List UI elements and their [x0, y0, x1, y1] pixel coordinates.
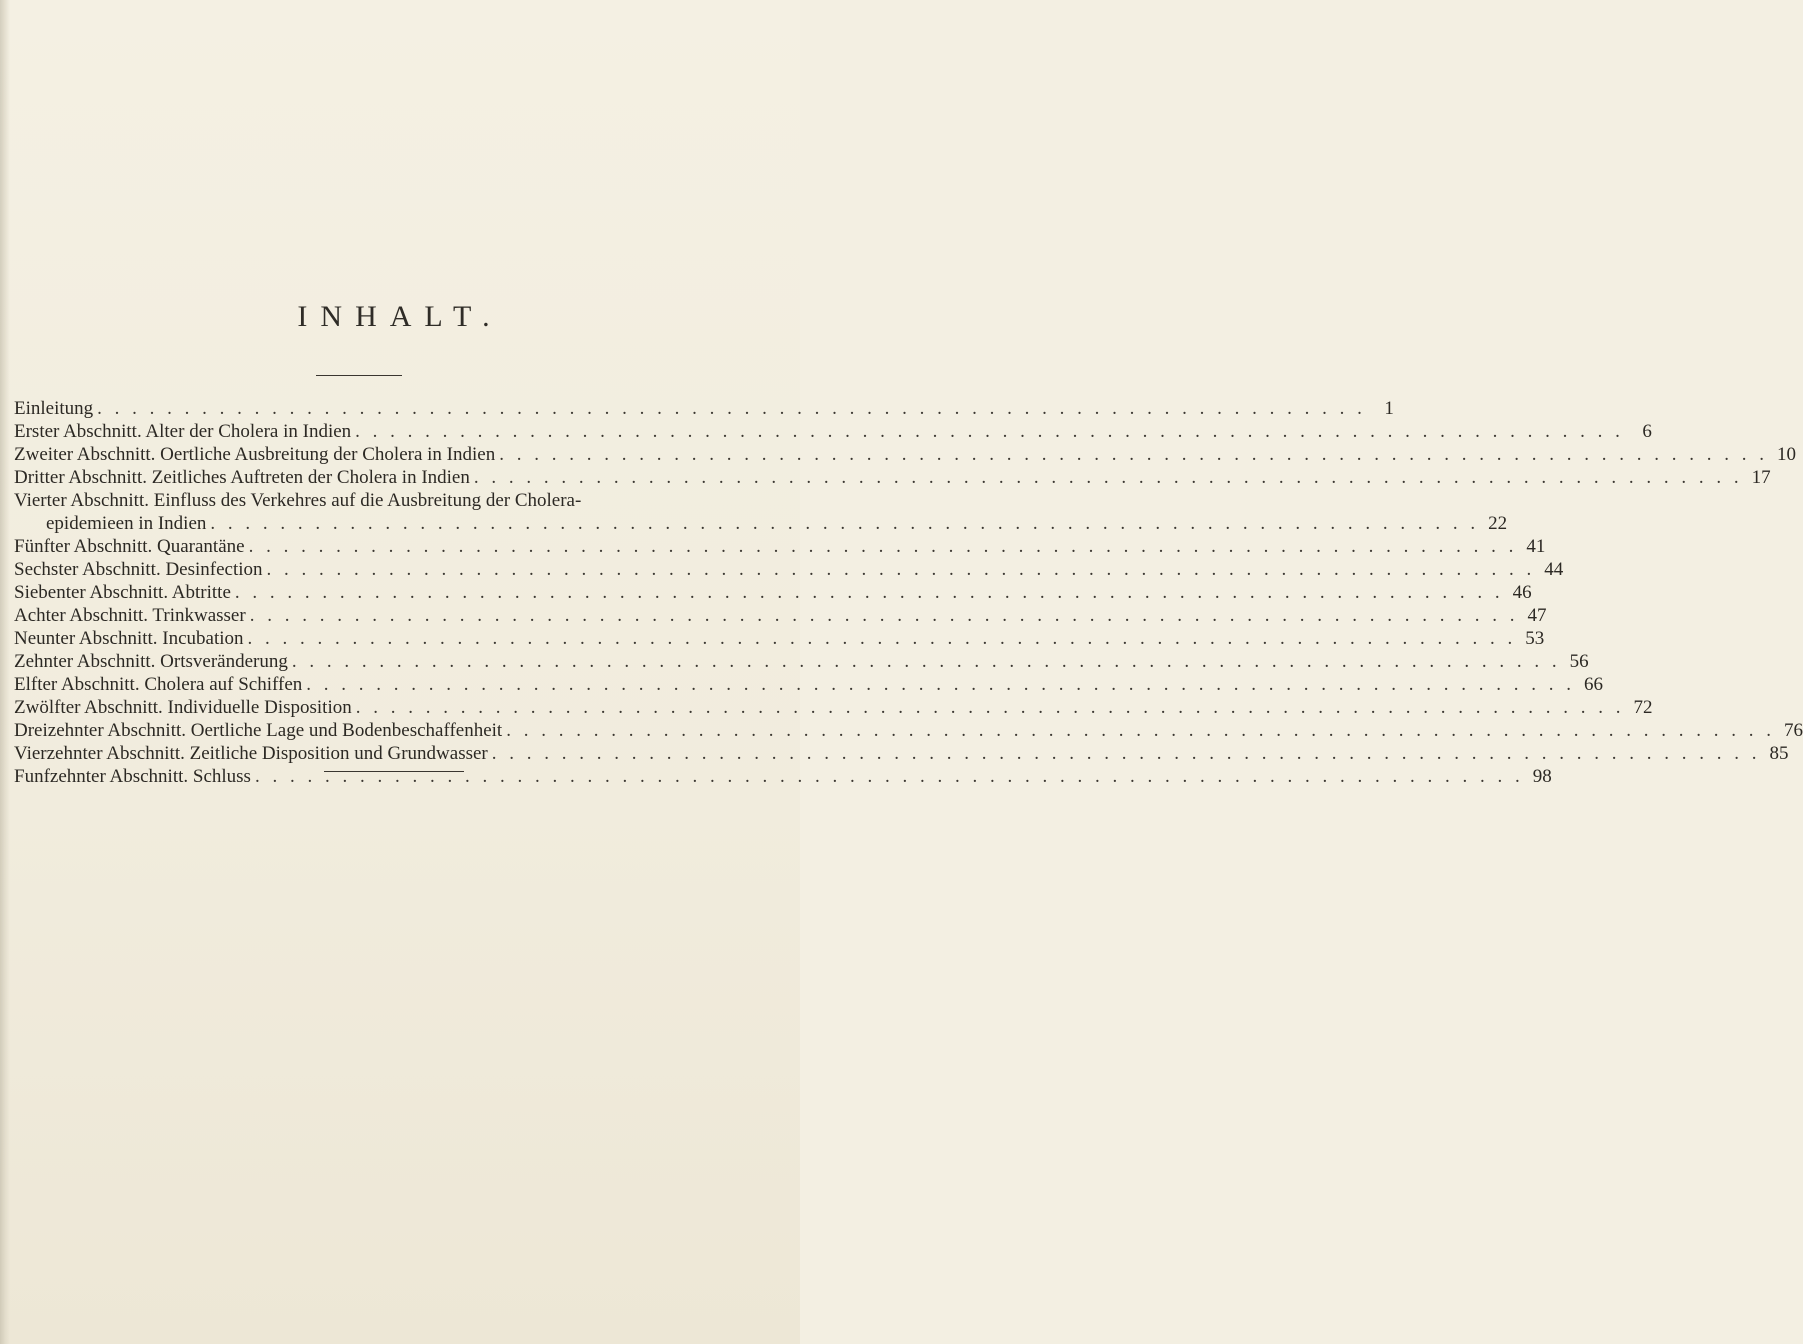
toc-entry-page: 44	[1544, 559, 1564, 580]
toc-entry-page: 56	[1569, 651, 1589, 672]
toc-entry-page: 53	[1525, 628, 1545, 649]
dot-leader: . . . . . . . . . . . . . . . . . . . . . . . . . . . . . . . . . . . . . . . . . . . . . . . . . . . . . . . . . . . . . . . . . . . . . . . . .	[210, 513, 1480, 534]
toc-entry-label: Vierzehnter Abschnitt. Zeitliche Disposition und Grundwasser	[14, 743, 488, 764]
toc-entry-label: Sechster Abschnitt. Desinfection	[14, 559, 263, 580]
dot-leader: . . . . . . . . . . . . . . . . . . . . . . . . . . . . . . . . . . . . . . . . . . . . . . . . . . . . . . . . . . . . . . . . . . . . . . . . .	[266, 559, 1536, 580]
dot-leader: . . . . . . . . . . . . . . . . . . . . . . . . . . . . . . . . . . . . . . . . . . . . . . . . . . . . . . . . . . . . . . . . . . . . . . . . .	[355, 421, 1624, 442]
toc-entry-page: 98	[1532, 766, 1552, 787]
toc-entry-page: 76	[1783, 720, 1803, 741]
toc-entry-label: Funfzehnter Abschnitt. Schluss	[14, 766, 251, 787]
dot-leader: . . . . . . . . . . . . . . . . . . . . . . . . . . . . . . . . . . . . . . . . . . . . . . . . . . . . . . . . . . . . . . . . . . . . . . . . .	[355, 697, 1625, 718]
toc-entry	[14, 581, 1532, 604]
dot-leader: . . . . . . . . . . . . . . . . . . . . . . . . . . . . . . . . . . . . . . . . . . . . . . . . . . . . . . . . . . . . . . . . . . . . . . . . .	[234, 582, 1504, 603]
dot-leader: . . . . . . . . . . . . . . . . . . . . . . . . . . . . . . . . . . . . . . . . . . . . . . . . . . . . . . . . . . . . . . . . . . . . . . . . .	[248, 536, 1518, 557]
dot-leader: . . . . . . . . . . . . . . . . . . . . . . . . . . . . . . . . . . . . . . . . . . . . . . . . . . . . . . . . . . . . . . . . . . . . . . . . .	[254, 766, 1524, 787]
dot-leader: . . . . . . . . . . . . . . . . . . . . . . . . . . . . . . . . . . . . . . . . . . . . . . . . . . . . . . . . . . . . . . . . . . . . . . . . .	[291, 651, 1561, 672]
toc-entry-label: Einleitung	[14, 398, 94, 419]
toc-entry	[14, 558, 1564, 581]
closing-divider	[324, 771, 464, 772]
toc-entry	[14, 466, 1771, 489]
toc-entry-page: 66	[1584, 674, 1604, 695]
dot-leader: . . . . . . . . . . . . . . . . . . . . . . . . . . . . . . . . . . . . . . . . . . . . . . . . . . . . . . . . . . . . . . . . . . . . . . . . .	[306, 674, 1576, 695]
toc-entry	[14, 650, 1589, 673]
toc-entry	[14, 742, 1789, 765]
toc-entry-label: Zwölfter Abschnitt. Individuelle Disposition	[14, 697, 352, 718]
toc-entry-label: Fünfter Abschnitt. Quarantäne	[14, 536, 245, 557]
toc-entry-label-line1: Vierter Abschnitt. Einfluss des Verkehres auf die Ausbreitung der Cholera-	[14, 490, 582, 511]
toc-entry	[14, 719, 1803, 742]
toc-entry-page: 22	[1488, 513, 1508, 534]
toc-entry	[14, 535, 1546, 558]
toc-entry-page: 10	[1776, 444, 1796, 465]
toc-entry	[14, 604, 1547, 627]
dot-leader: . . . . . . . . . . . . . . . . . . . . . . . . . . . . . . . . . . . . . . . . . . . . . . . . . . . . . . . . . . . . . . . . . . . . . . . . .	[499, 444, 1768, 465]
title-divider	[316, 375, 402, 376]
toc-entry	[14, 420, 1652, 443]
toc-entry-label: Zweiter Abschnitt. Oertliche Ausbreitung der Cholera in Indien	[14, 444, 496, 465]
toc-entry-label: Achter Abschnitt. Trinkwasser	[14, 605, 246, 626]
dot-leader: . . . . . . . . . . . . . . . . . . . . . . . . . . . . . . . . . . . . . . . . . . . . . . . . . . . . . . . . . . . . . . . . . . . . . . . . .	[506, 720, 1775, 741]
toc-entry-label: Siebenter Abschnitt. Abtritte	[14, 582, 231, 603]
toc-entry-label-line2: epidemieen in Indien	[46, 513, 207, 534]
toc-entry-page: 46	[1512, 582, 1532, 603]
dot-leader: . . . . . . . . . . . . . . . . . . . . . . . . . . . . . . . . . . . . . . . . . . . . . . . . . . . . . . . . . . . . . . . . . . . . . . . . .	[247, 628, 1517, 649]
toc-entry	[14, 673, 1604, 696]
toc-entry-page: 6	[1642, 421, 1652, 442]
toc-entry	[14, 397, 1394, 420]
toc-entry-label: Elfter Abschnitt. Cholera auf Schiffen	[14, 674, 303, 695]
toc-entry-page: 85	[1769, 743, 1789, 764]
page-title: INHALT.	[297, 300, 503, 333]
toc-entry-label: Dritter Abschnitt. Zeitliches Auftreten der Cholera in Indien	[14, 467, 470, 488]
toc-entry-page: 72	[1633, 697, 1653, 718]
toc-entry	[14, 627, 1545, 650]
toc-entry-page: 1	[1384, 398, 1394, 419]
toc-entry-page: 47	[1527, 605, 1547, 626]
dot-leader: . . . . . . . . . . . . . . . . . . . . . . . . . . . . . . . . . . . . . . . . . . . . . . . . . . . . . . . . . . . . . . . . . . . . . . . . .	[97, 398, 1366, 419]
table-of-contents	[14, 397, 1803, 788]
toc-entry-label: Dreizehnter Abschnitt. Oertliche Lage und Bodenbeschaffenheit	[14, 720, 503, 741]
toc-entry-label: Erster Abschnitt. Alter der Cholera in Indien	[14, 421, 352, 442]
dot-leader: . . . . . . . . . . . . . . . . . . . . . . . . . . . . . . . . . . . . . . . . . . . . . . . . . . . . . . . . . . . . . . . . . . . . . . . . .	[473, 467, 1743, 488]
toc-entry	[14, 765, 1552, 788]
toc-entry-page: 17	[1751, 467, 1771, 488]
toc-entry-label: Zehnter Abschnitt. Ortsveränderung	[14, 651, 288, 672]
toc-entry-page: 41	[1526, 536, 1546, 557]
toc-entry	[14, 443, 1796, 466]
toc-entry	[14, 696, 1653, 719]
toc-entry-label: Neunter Abschnitt. Incubation	[14, 628, 244, 649]
page-binding-edge	[0, 0, 10, 1344]
dot-leader: . . . . . . . . . . . . . . . . . . . . . . . . . . . . . . . . . . . . . . . . . . . . . . . . . . . . . . . . . . . . . . . . . . . . . . . . .	[249, 605, 1519, 626]
toc-entry	[14, 512, 1508, 535]
dot-leader: . . . . . . . . . . . . . . . . . . . . . . . . . . . . . . . . . . . . . . . . . . . . . . . . . . . . . . . . . . . . . . . . . . . . . . . . .	[491, 743, 1761, 764]
